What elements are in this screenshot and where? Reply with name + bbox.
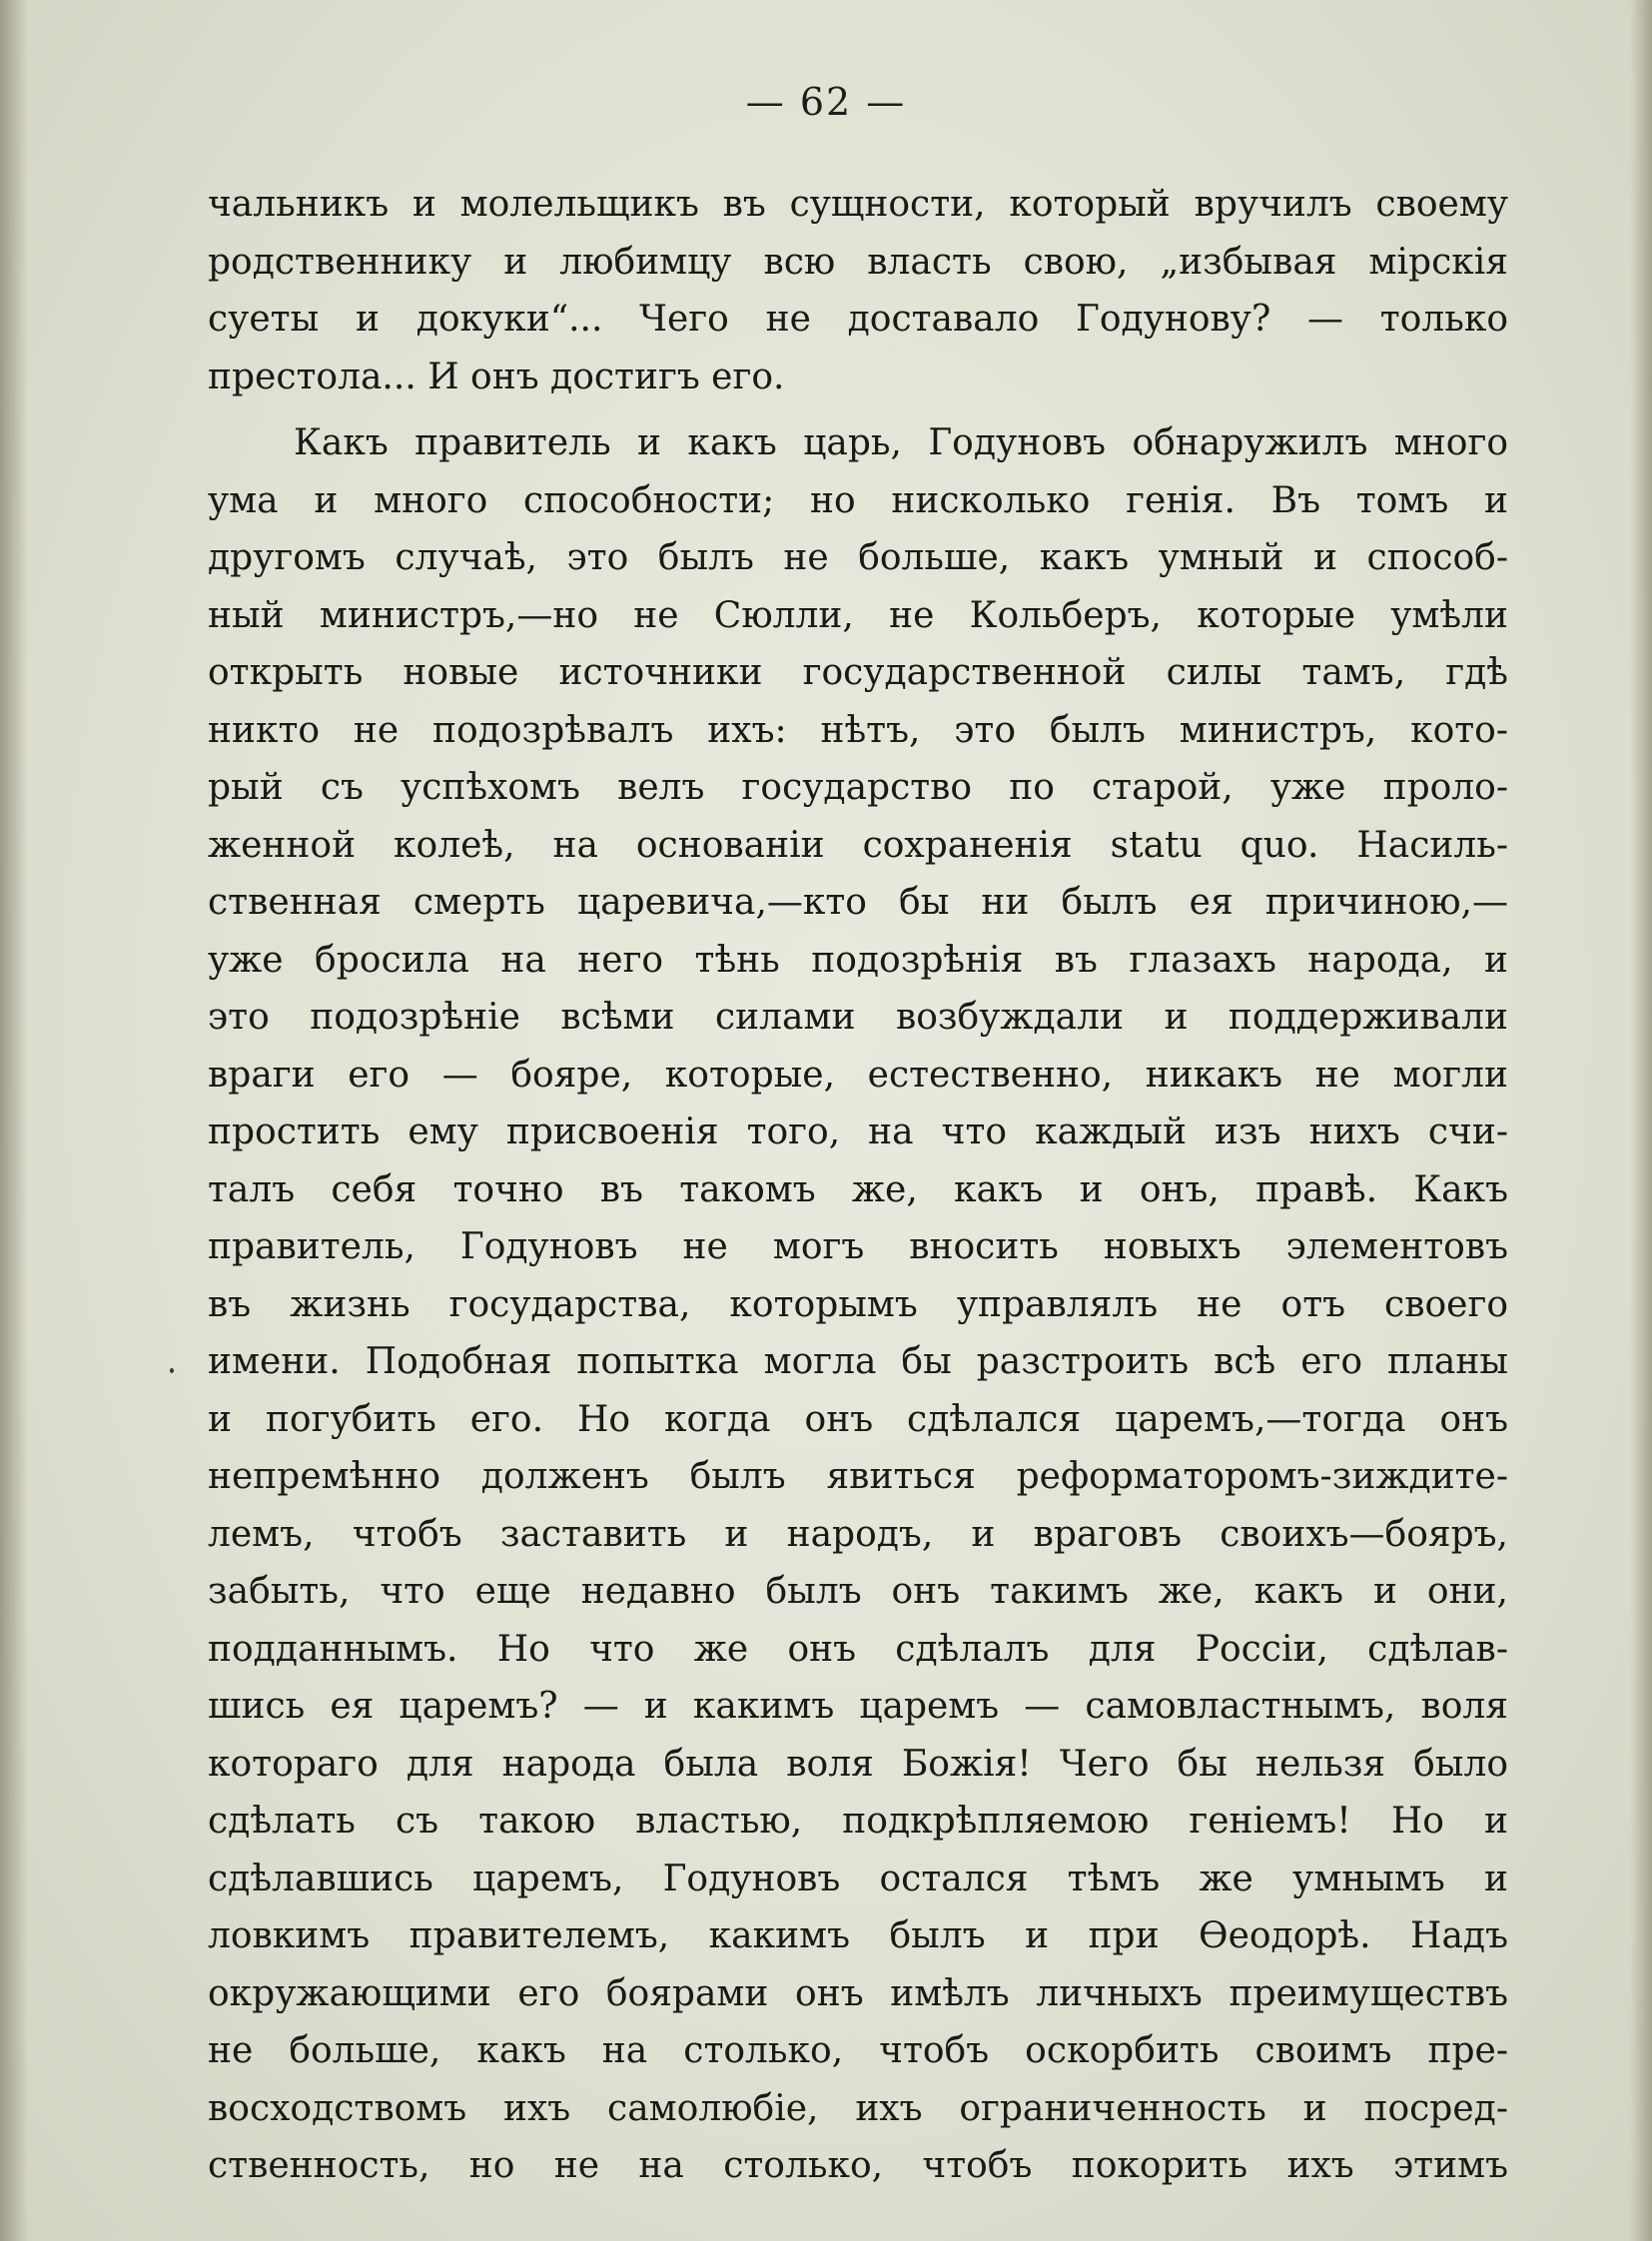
page-right-edge-shadow: [1630, 0, 1652, 2241]
text-line: ный министръ,—но не Сюлли, не Кольберъ, которые умѣли: [208, 594, 1508, 636]
page-number: — 62 —: [745, 80, 907, 124]
text-line: котораго для народа была воля Божія! Чего бы нельзя было: [208, 1743, 1508, 1785]
text-line: и погубить его. Но когда онъ сдѣлался царемъ,—тогда онъ: [208, 1398, 1508, 1440]
text-line: подданнымъ. Но что же онъ сдѣлалъ для Россіи, сдѣлав-: [208, 1628, 1508, 1670]
text-line: ственная смерть царевича,—кто бы ни былъ ея причиною,—: [208, 882, 1508, 923]
text-line: престола... И онъ достигъ его.: [208, 356, 785, 397]
text-line: Какъ правитель и какъ царь, Годуновъ обнаружилъ много: [294, 422, 1508, 463]
text-line: рый съ успѣхомъ велъ государство по старой, уже проло-: [208, 767, 1508, 808]
text-line: лемъ, чтобъ заставить и народъ, и враговъ своихъ—бояръ,: [208, 1513, 1508, 1555]
paragraph-1: [208, 176, 1508, 405]
text-line: ума и много способности; но нисколько генія. Въ томъ и: [208, 479, 1508, 521]
text-line: въ жизнь государства, которымъ управлялъ не отъ своего: [208, 1283, 1508, 1325]
text-line: ственность, но не на столько, чтобъ покорить ихъ этимъ: [208, 2145, 1508, 2186]
text-line: женной колеѣ, на основаніи сохраненія statu quo. Насиль-: [208, 824, 1508, 866]
text-line: уже бросила на него тѣнь подозрѣнія въ глазахъ народа, и: [208, 939, 1508, 981]
text-line: не больше, какъ на столько, чтобъ оскорбить своимъ пре-: [208, 2030, 1508, 2071]
text-line: имени. Подобная попытка могла бы разстроить всѣ его планы: [208, 1341, 1508, 1382]
text-line: сдѣлать съ такою властью, подкрѣпляемою геніемъ! Но и: [208, 1801, 1508, 1842]
text-line: окружающими его боярами онъ имѣлъ личныхъ преимуществъ: [208, 1972, 1508, 2014]
text-line: родственнику и любимцу всю власть свою, „избывая мірскія: [208, 241, 1508, 283]
text-line: суеты и докуки“... Чего не доставало Годунову? — только: [208, 299, 1508, 340]
text-line: никто не подозрѣвалъ ихъ: нѣтъ, это былъ министръ, кото-: [208, 709, 1508, 751]
text-line: простить ему присвоенія того, на что каждый изъ нихъ счи-: [208, 1112, 1508, 1152]
text-line: открыть новые источники государственной силы тамъ, гдѣ: [208, 652, 1508, 693]
text-line: сдѣлавшись царемъ, Годуновъ остался тѣмъ же умнымъ и: [208, 1858, 1508, 1899]
text-line: забыть, что еще недавно былъ онъ такимъ же, какъ и они,: [208, 1571, 1508, 1612]
text-line: другомъ случаѣ, это былъ не больше, какъ умный и способ-: [208, 537, 1508, 578]
page-left-edge-shadow: [0, 0, 28, 2241]
text-line: чальникъ и молельщикъ въ сущности, который вручилъ своему: [208, 184, 1508, 225]
text-line: восходствомъ ихъ самолюбіе, ихъ ограниченность и посред-: [208, 2087, 1508, 2129]
text-line: талъ себя точно въ такомъ же, какъ и онъ, правѣ. Какъ: [208, 1168, 1508, 1210]
text-line: это подозрѣніе всѣми силами возбуждали и поддерживали: [208, 997, 1508, 1038]
text-line: шись ея царемъ? — и какимъ царемъ — самовластнымъ, воля: [208, 1686, 1508, 1727]
text-line: ловкимъ правителемъ, какимъ былъ и при Өеодорѣ. Надъ: [208, 1915, 1508, 1956]
print-speck: [170, 1368, 174, 1373]
body-text: [208, 176, 1508, 2195]
text-line: правитель, Годуновъ не могъ вносить новыхъ элементовъ: [208, 1226, 1508, 1267]
paragraph-2: [208, 414, 1508, 2195]
text-line: непремѣнно долженъ былъ явиться реформаторомъ-зиждите-: [208, 1456, 1508, 1497]
text-line: враги его — бояре, которые, естественно, никакъ не могли: [208, 1054, 1508, 1096]
